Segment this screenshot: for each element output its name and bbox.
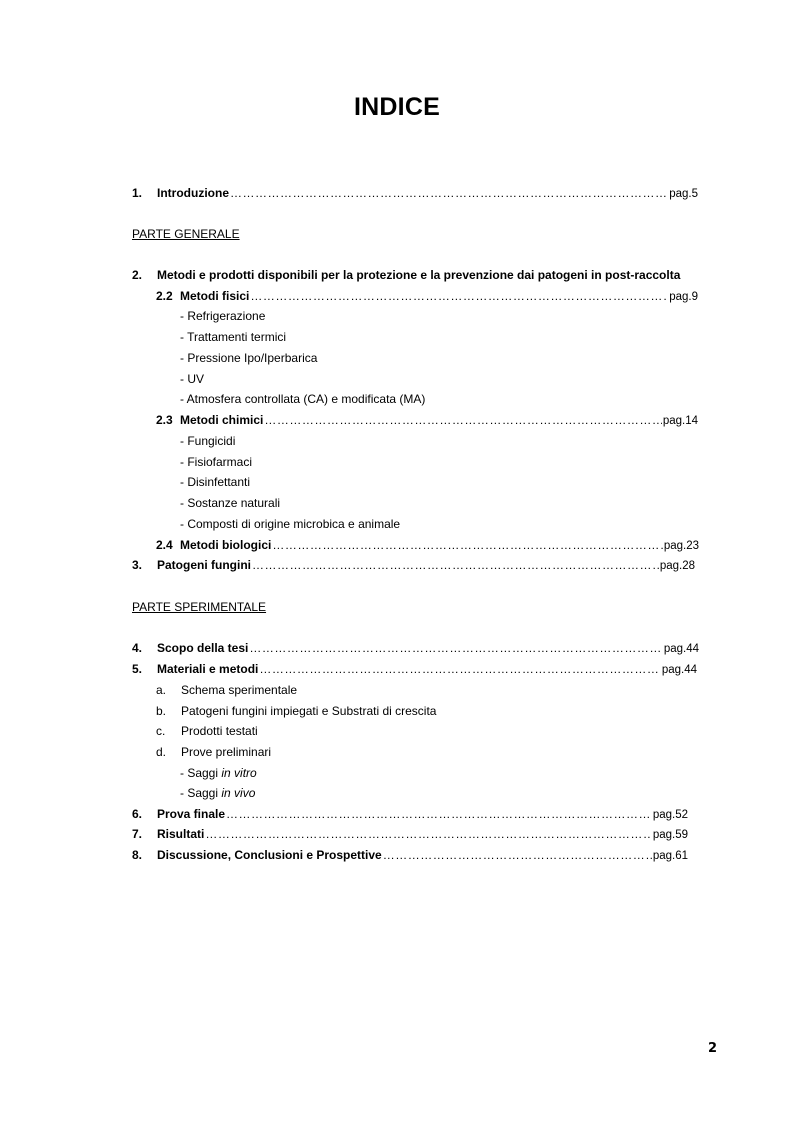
item-text: Prodotti testati bbox=[181, 724, 258, 738]
list-item bbox=[156, 724, 258, 738]
entry-label: Patogeni fungini bbox=[157, 558, 251, 572]
item-letter: b. bbox=[156, 704, 167, 718]
entry-label: Metodi chimici bbox=[180, 413, 264, 427]
list-item: - Pressione Ipo/Iperbarica bbox=[180, 351, 318, 365]
entry-number: 8. bbox=[132, 848, 143, 862]
toc-entry-metodi-chimici[interactable] bbox=[156, 413, 698, 428]
entry-label: Scopo della tesi bbox=[157, 641, 249, 655]
entry-label: Prova finale bbox=[157, 807, 226, 821]
leader-dots bbox=[259, 662, 660, 676]
entry-number: 2.2 bbox=[156, 289, 173, 303]
section-heading-parte-generale: PARTE GENERALE bbox=[132, 227, 240, 241]
list-item bbox=[156, 683, 297, 697]
entry-number: 6. bbox=[132, 807, 143, 821]
leader-dots bbox=[264, 413, 661, 427]
page-title: INDICE bbox=[354, 93, 440, 121]
page-number: 2 bbox=[708, 1041, 718, 1056]
list-item: - Atmosfera controllata (CA) e modificata (MA) bbox=[180, 392, 426, 406]
list-item: - Fisiofarmaci bbox=[180, 455, 253, 469]
entry-page: pag.44 bbox=[661, 664, 697, 676]
toc-entry-metodi[interactable] bbox=[132, 268, 680, 282]
entry-page: pag.23 bbox=[663, 540, 699, 552]
entry-label: Discussione, Conclusioni e Prospettive bbox=[157, 848, 382, 862]
list-item bbox=[156, 704, 436, 718]
entry-label: Metodi e prodotti disponibili per la protezione e la prevenzione dai patogeni in post-raccolta bbox=[157, 268, 681, 282]
toc-entry-prova-finale[interactable] bbox=[132, 807, 688, 822]
entry-number: 5. bbox=[132, 662, 143, 676]
toc-entry-introduzione[interactable] bbox=[132, 186, 698, 201]
entry-number: 2. bbox=[132, 268, 143, 282]
entry-number: 2.4 bbox=[156, 538, 173, 552]
item-text: Patogeni fungini impiegati e Substrati di crescita bbox=[181, 704, 437, 718]
entry-number: 4. bbox=[132, 641, 143, 655]
item-letter: d. bbox=[156, 745, 167, 759]
item-letter: c. bbox=[156, 724, 166, 738]
leader-dots bbox=[252, 558, 656, 572]
list-item-saggi-vitro bbox=[180, 766, 257, 780]
leader-dots bbox=[383, 848, 652, 862]
entry-page: pag.52 bbox=[652, 809, 688, 821]
toc-entry-patogeni-fungini[interactable] bbox=[132, 558, 695, 573]
toc-entry-materiali[interactable] bbox=[132, 662, 697, 677]
section-heading-parte-sperimentale: PARTE SPERIMENTALE bbox=[132, 600, 267, 614]
list-item-saggi-vivo bbox=[180, 786, 255, 800]
entry-label: Metodi biologici bbox=[180, 538, 272, 552]
toc-entry-scopo[interactable] bbox=[132, 641, 699, 656]
list-item: - Disinfettanti bbox=[180, 475, 251, 489]
leader-dots bbox=[249, 641, 662, 655]
list-item bbox=[156, 745, 271, 759]
item-text: Schema sperimentale bbox=[181, 683, 298, 697]
entry-label: Introduzione bbox=[157, 186, 229, 200]
list-item: - UV bbox=[180, 372, 204, 386]
item-text: - Saggi bbox=[180, 786, 222, 800]
leader-dots bbox=[272, 538, 662, 552]
leader-dots bbox=[205, 827, 651, 841]
list-item: - Trattamenti termici bbox=[180, 330, 287, 344]
entry-label: Metodi fisici bbox=[180, 289, 250, 303]
toc-entry-metodi-biologici[interactable] bbox=[156, 538, 699, 553]
toc-entry-metodi-fisici[interactable] bbox=[156, 289, 698, 304]
entry-page: pag.59 bbox=[652, 829, 688, 841]
entry-label: Risultati bbox=[157, 827, 205, 841]
list-item: - Fungicidi bbox=[180, 434, 236, 448]
entry-number: 2.3 bbox=[156, 413, 173, 427]
leader-dots bbox=[250, 289, 668, 303]
list-item: - Refrigerazione bbox=[180, 309, 266, 323]
leader-dots bbox=[230, 186, 668, 200]
entry-page: pag.61 bbox=[652, 850, 688, 862]
entry-number: 7. bbox=[132, 827, 143, 841]
entry-page: pag.14 bbox=[662, 415, 698, 427]
item-emphasis: in vitro bbox=[221, 766, 257, 780]
item-emphasis: in vivo bbox=[221, 786, 256, 800]
item-letter: a. bbox=[156, 683, 167, 697]
entry-number: 3. bbox=[132, 558, 143, 572]
entry-label: Materiali e metodi bbox=[157, 662, 259, 676]
entry-page: .pag.28 bbox=[656, 560, 695, 572]
entry-page: pag.9 bbox=[669, 291, 698, 303]
toc-entry-discussione[interactable] bbox=[132, 848, 688, 863]
item-text: Prove preliminari bbox=[181, 745, 272, 759]
leader-dots bbox=[226, 807, 652, 821]
entry-number: 1. bbox=[132, 186, 143, 200]
toc-entry-risultati[interactable] bbox=[132, 827, 688, 842]
list-item: - Composti di origine microbica e animale bbox=[180, 517, 401, 531]
item-text: - Saggi bbox=[180, 766, 222, 780]
list-item: - Sostanze naturali bbox=[180, 496, 281, 510]
entry-page: pag.44 bbox=[663, 643, 699, 655]
entry-page: pag.5 bbox=[669, 188, 698, 200]
